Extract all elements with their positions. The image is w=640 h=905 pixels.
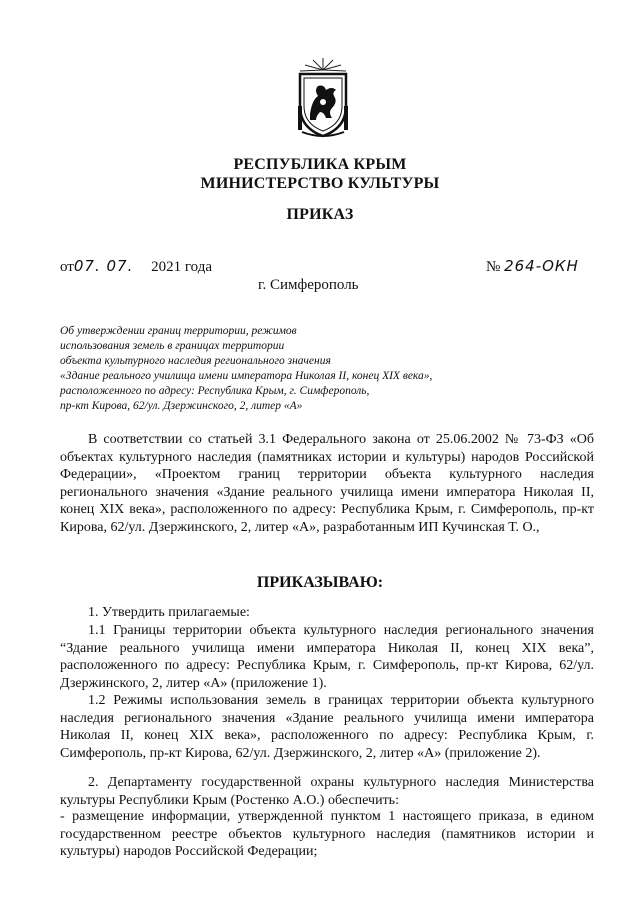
number-handwritten: 264-ОКН <box>504 257 579 275</box>
date-prefix: от <box>60 259 74 275</box>
subject-line: использования земель в границах территории <box>60 340 285 352</box>
order-word-heading: ПРИКАЗЫВАЮ: <box>256 574 384 591</box>
crimea-coat-of-arms-icon <box>292 56 354 140</box>
city: г. Симферополь <box>258 277 359 293</box>
document-type-heading: ПРИКАЗ <box>286 206 354 223</box>
item-2-a: - размещение информации, утвержденной пунктом 1 настоящего приказа, в едином государственном реестре объектов культурного наследия (памятников истории и культуры) народов Российской Федерации; <box>60 809 594 859</box>
item-2: 2. Департаменту государственной охраны культурного наследия Министерства культуры Республики Крым (Ростенко А.О.) обеспечить: <box>60 775 594 808</box>
ministry-heading: МИНИСТЕРСТВО КУЛЬТУРЫ <box>200 175 440 192</box>
item-1-1: 1.1 Границы территории объекта культурного наследия регионального значения “Здание реального училища имени императора Николая II, конец XIX века”, расположенного по адресу: Республика Крым, г. Симферополь, пр-кт Кирова, 62/ул. Дзержинского, 2, литер «А» (приложение 1). <box>60 623 594 691</box>
date-year: 2021 года <box>151 259 212 275</box>
date-handwritten: 07. 07. <box>73 257 134 275</box>
subject-line: пр-кт Кирова, 62/ул. Дзержинского, 2, литер «А» <box>60 400 303 412</box>
subject-line: объекта культурного наследия регионального значения <box>60 355 331 367</box>
order-subject <box>60 324 480 414</box>
number-prefix: № <box>486 259 501 275</box>
order-date <box>60 257 212 276</box>
subject-line: Об утверждении границ территории, режимов <box>60 325 297 337</box>
order-number <box>486 257 579 276</box>
item-1: 1. Утвердить прилагаемые: <box>88 605 250 620</box>
preamble-paragraph: В соответствии со статьей 3.1 Федерального закона от 25.06.2002 № 73-ФЗ «Об объектах культурного наследия (памятниках истории и культуры) народов Российской Федерации», «Проектом границ территории объекта культурного наследия регионального значения «Здание реального училища имени императора Николая II, конец XIX века», расположенного по адресу: Республика Крым, г. Симферополь, пр-кт Кирова, 62/ул. Дзержинского, 2, литер «А», разработанным ИП Кучинская Т. О., <box>60 432 594 535</box>
republic-heading: РЕСПУБЛИКА КРЫМ <box>233 156 407 173</box>
subject-line: «Здание реального училища имени императора Николая II, конец XIX века», <box>60 370 433 382</box>
item-1-2: 1.2 Режимы использования земель в границах территории объекта культурного наследия регионального значения «Здание реального училища имени императора Николая II, конец XIX века», расположенного по адресу: Республика Крым, г. Симферополь, пр-кт Кирова, 62/ул. Дзержинского, 2, литер «А» (приложение 2). <box>60 693 594 761</box>
subject-line: расположенного по адресу: Республика Крым, г. Симферополь, <box>60 385 370 397</box>
